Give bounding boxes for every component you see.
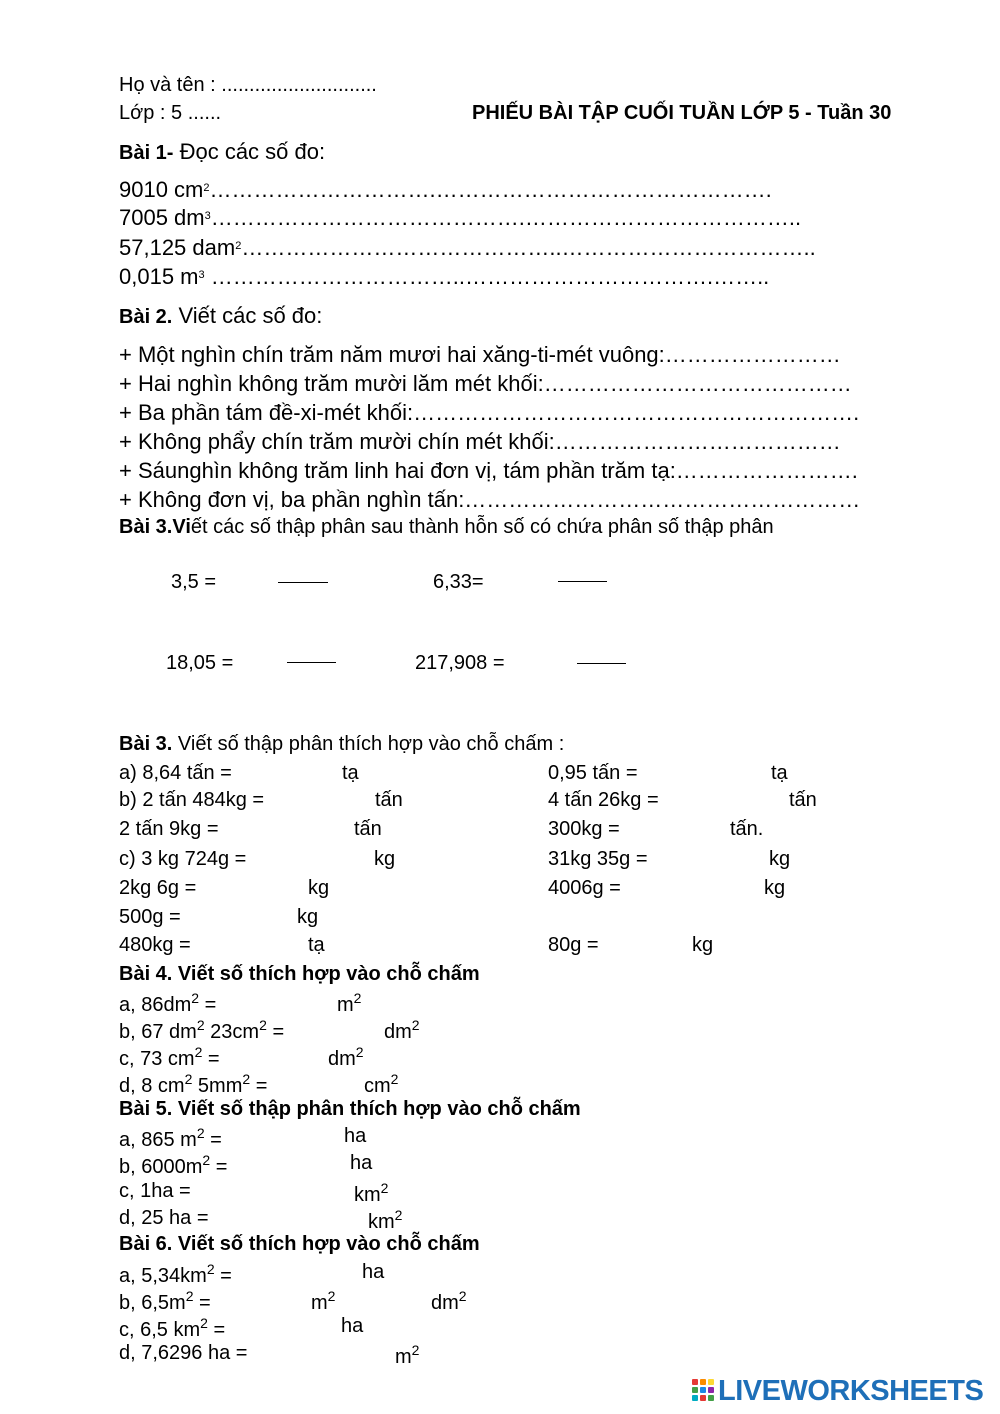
bai5-c: c, 1ha =: [119, 1180, 191, 1202]
bai6-d-unit: $m^2$: [395, 1342, 420, 1368]
bai5-d: d, 25 ha =: [119, 1207, 209, 1229]
bai4-c-unit: $dm^2$: [328, 1044, 364, 1070]
bai2-item-1: + Một nghìn chín trăm năm mươi hai xăng-ti-mét vuông:……………………: [119, 342, 841, 367]
bai4-d: d, 8 $cm^2$ $5mm^2$ =: [119, 1071, 268, 1097]
bai3b-left-4-unit: kg: [374, 848, 396, 870]
bai5-d-unit: $km^2$: [368, 1207, 403, 1233]
bai2-item-2: + Hai nghìn không trăm mười lăm mét khối:……………………………………: [119, 371, 852, 396]
bai3b-left-5: 2kg 6g =: [119, 877, 197, 899]
bai3b-left-1-unit: tạ: [342, 762, 359, 784]
bai4-b: b, 67 $dm^2$ $23cm^2$ =: [119, 1017, 285, 1043]
bai5-b-unit: ha: [350, 1152, 373, 1174]
bai1-title: Bài 1- Đọc các số đo:: [119, 139, 326, 164]
bai3b-right-6-unit: kg: [692, 934, 714, 956]
bai3b-left-3: 2 tấn 9kg =: [119, 818, 219, 840]
bai3b-left-6: 500g =: [119, 906, 181, 928]
bai3b-left-6-unit: kg: [297, 906, 319, 928]
name-line: Họ và tên : ............................: [119, 74, 377, 96]
bai3b-left-1: a) 8,64 tấn =: [119, 762, 232, 784]
bai5-title: Bài 5. Viết số thập phân thích hợp vào chỗ chấm: [119, 1098, 581, 1120]
bai3b-right-5-unit: kg: [764, 877, 786, 899]
bai6-d: d, 7,6296 ha =: [119, 1342, 248, 1364]
page-title: PHIẾU BÀI TẬP CUỐI TUẦN LỚP 5 - Tuần 30: [472, 102, 892, 124]
fraction-line: [577, 663, 626, 664]
bai3b-right-3: 300kg =: [548, 818, 620, 840]
bai6-c-unit: ha: [341, 1315, 364, 1337]
liveworksheets-brand: LIVEWORKSHEETS: [718, 1374, 984, 1407]
fraction-line: [287, 662, 336, 663]
bai5-a: a, 865 $m^2$ =: [119, 1125, 222, 1151]
bai3b-left-7: 480kg =: [119, 934, 191, 956]
bai2-item-3: + Ba phần tám đề-xi-mét khối:…………………………………………………….: [119, 400, 860, 425]
bai3b-left-7-unit: tạ: [308, 934, 325, 956]
bai3b-right-4: 31kg 35g =: [548, 848, 648, 870]
bai6-b-unit2: $dm^2$: [431, 1288, 467, 1314]
bai3b-left-5-unit: kg: [308, 877, 330, 899]
bai3a-item-4: 217,908 =: [415, 652, 505, 674]
bai3b-right-2: 4 tấn 26kg =: [548, 789, 659, 811]
bai3a-item-1: 3,5 =: [171, 571, 217, 593]
bai5-b: b, $6000m^2$ =: [119, 1152, 228, 1178]
bai4-c: c, 73 $cm^2$ =: [119, 1044, 220, 1070]
bai3b-left-4: c) 3 kg 724g =: [119, 848, 247, 870]
fraction-line: [558, 581, 607, 582]
bai1-item-2: 7005 $dm^3\dots\dots\dots\dots\dots\dots\dots\dots\dots\dots\dots\dots\dots\dots.\dots\dots\dots\dots\dots\dots\dots\dots\dots\dots\dots\dots$..: [119, 205, 802, 230]
bai3b-right-4-unit: kg: [769, 848, 791, 870]
bai1-item-4: 0,015 $m^3$ ……………………………..…………………………….……..: [119, 264, 770, 289]
bai6-title: Bài 6. Viết số thích hợp vào chỗ chấm: [119, 1233, 480, 1255]
bai3a-item-2: 6,33=: [433, 571, 484, 593]
bai3b-right-2-unit: tấn: [789, 789, 817, 811]
bai5-a-unit: ha: [344, 1125, 367, 1147]
bai3b-right-1: 0,95 tấn =: [548, 762, 638, 784]
bai3b-right-5: 4006g =: [548, 877, 621, 899]
bai3b-left-3-unit: tấn: [354, 818, 382, 840]
bai6-a: a, $5,34km^2$ =: [119, 1261, 232, 1287]
bai3b-right-6: 80g =: [548, 934, 599, 956]
bai3b-left-2: b) 2 tấn 484kg =: [119, 789, 265, 811]
bai6-b-unit1: $m^2$: [311, 1288, 336, 1314]
bai2-item-5: + Sáunghìn không trăm linh hai đơn vị, tám phần trăm tạ:…………………….: [119, 458, 858, 483]
bai3b-right-1-unit: tạ: [771, 762, 788, 784]
bai3b-left-2-unit: tấn: [375, 789, 403, 811]
bai3a-title: Bài 3.Viết các số thập phân sau thành hỗn số có chứa phân số thập phân: [119, 516, 774, 538]
bai3b-right-3-unit: tấn.: [730, 818, 764, 840]
bai6-c: c, 6,5 $km^2$ =: [119, 1315, 226, 1341]
bai6-a-unit: ha: [362, 1261, 385, 1283]
liveworksheets-logo-icon: [692, 1379, 714, 1403]
bai6-b: b, $6,5m^2$ =: [119, 1288, 211, 1314]
bai2-title: Bài 2. Viết các số đo:: [119, 303, 323, 328]
bai4-title: Bài 4. Viết số thích hợp vào chỗ chấm: [119, 963, 480, 985]
bai5-c-unit: $km^2$: [354, 1180, 389, 1206]
bai2-item-6: + Không đơn vị, ba phần nghìn tấn:………………………………………………: [119, 487, 861, 512]
bai3b-title: Bài 3. Viết số thập phân thích hợp vào chỗ chấm :: [119, 733, 565, 755]
bai1-item-3: 57,125 dam$^2$……………………………………..……………………………..: [119, 235, 816, 260]
bai4-b-unit: $dm^2$: [384, 1017, 420, 1043]
bai1-item-1: 9010 $cm^2\dots\dots\dots\dots\dots\dots\dots\dots\dots\dots.\dots\dots\dots\dots\dots\dots\dots\dots\dots\dots\dots\dots\dots\dots\dots$.: [119, 177, 772, 202]
bai4-d-unit: $cm^2$: [364, 1071, 399, 1097]
fraction-line: [278, 582, 328, 583]
bai4-a-unit: $m^2$: [337, 990, 362, 1016]
bai3a-item-3: 18,05 =: [166, 652, 234, 674]
bai2-item-4: + Không phẩy chín trăm mười chín mét khối:…………………………………: [119, 429, 841, 454]
liveworksheets-logo: [692, 1374, 983, 1408]
class-line: Lớp : 5 ......: [119, 102, 222, 124]
bai4-a: a, $86dm^2$ =: [119, 990, 217, 1016]
